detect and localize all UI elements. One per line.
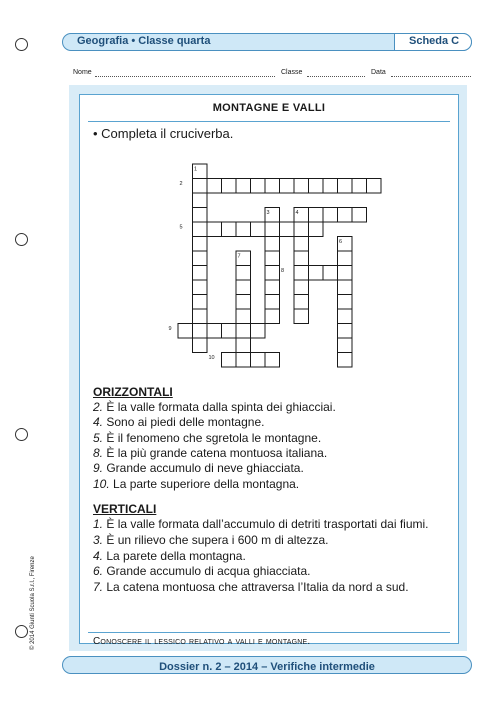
crossword-cell[interactable]	[236, 266, 251, 281]
clue-v3	[93, 533, 328, 547]
date-label: Data	[371, 69, 386, 76]
crossword-cell[interactable]	[323, 266, 338, 281]
crossword-cell[interactable]	[193, 295, 208, 310]
crossword-cell[interactable]	[265, 179, 280, 194]
crossword-cell[interactable]	[193, 179, 208, 194]
crossword-cell[interactable]	[309, 266, 324, 281]
crossword-number: 8	[281, 268, 285, 274]
crossword-cell[interactable]	[193, 309, 208, 324]
crossword-cell[interactable]	[280, 179, 295, 194]
crossword-number: 10	[208, 355, 215, 361]
clue-text: È la valle formata dall’accumulo di detriti trasportati dai fiumi.	[103, 517, 429, 531]
clue-num: 4.	[93, 415, 104, 429]
crossword-number: 4	[295, 210, 299, 216]
crossword-cell[interactable]	[309, 222, 324, 237]
crossword-cell[interactable]	[251, 222, 266, 237]
clue-text: È la valle formata dalla spinta dei ghiacciai.	[103, 400, 336, 414]
crossword-cell[interactable]	[236, 353, 251, 368]
crossword-cell[interactable]	[338, 353, 353, 368]
crossword-cell[interactable]	[207, 324, 222, 339]
crossword-cell[interactable]	[265, 353, 280, 368]
crossword-cell[interactable]	[193, 251, 208, 266]
crossword-cell[interactable]	[236, 324, 251, 339]
crossword-cell[interactable]	[251, 324, 266, 339]
dossier-label: Dossier n. 2 – 2014 – Verifiche intermedie	[159, 661, 375, 673]
clue-v7	[93, 580, 409, 594]
crossword-cell[interactable]	[294, 295, 309, 310]
crossword-cell[interactable]	[265, 280, 280, 295]
clue-num: 10.	[93, 477, 110, 491]
crossword-cell[interactable]	[338, 266, 353, 281]
clue-text: Grande accumulo di neve ghiacciata.	[103, 461, 304, 475]
clue-text: È un rilievo che supera i 600 m di altezza.	[103, 533, 329, 547]
content-panel	[69, 85, 467, 651]
name-label: Nome	[73, 69, 92, 76]
clue-v1	[93, 517, 429, 531]
clue-num: 6.	[93, 564, 104, 578]
binder-hole-4	[15, 625, 28, 638]
horizontal-heading: ORIZZONTALI	[93, 385, 173, 399]
crossword-cell[interactable]	[294, 251, 309, 266]
worksheet-title: MONTAGNE E VALLI	[212, 102, 326, 114]
copyright-note: © 2014 Giunti Scuola S.r.l., Firenze	[30, 556, 36, 650]
crossword-cell[interactable]	[193, 324, 208, 339]
sheet-tab	[394, 33, 472, 51]
clue-num: 8.	[93, 446, 104, 460]
clue-num: 1.	[93, 517, 104, 531]
crossword-cell[interactable]	[323, 208, 338, 223]
objective-divider	[88, 632, 450, 633]
crossword-number: 6	[339, 239, 343, 245]
worksheet-box	[79, 94, 459, 647]
crossword-number: 5	[179, 224, 183, 231]
clue-h4	[93, 415, 264, 429]
crossword-cell[interactable]	[309, 179, 324, 194]
crossword-cell[interactable]	[338, 295, 353, 310]
clue-h5	[93, 431, 321, 445]
footer-bar	[62, 656, 472, 674]
crossword-cell[interactable]	[236, 338, 251, 353]
header-bar	[62, 33, 472, 51]
crossword-cell[interactable]	[236, 280, 251, 295]
crossword-cell[interactable]	[280, 222, 295, 237]
crossword-cell[interactable]	[193, 280, 208, 295]
crossword-cell[interactable]	[338, 208, 353, 223]
clue-text: Sono ai piedi delle montagne.	[103, 415, 265, 429]
crossword-cell[interactable]	[338, 324, 353, 339]
crossword-cell[interactable]	[265, 222, 280, 237]
crossword-cell[interactable]	[367, 179, 382, 194]
clue-num: 4.	[93, 549, 104, 563]
crossword-cell[interactable]	[236, 295, 251, 310]
crossword-cell[interactable]	[193, 237, 208, 252]
crossword-cell[interactable]	[251, 353, 266, 368]
crossword-cell[interactable]	[338, 309, 353, 324]
subject-label: Geografia • Classe quarta	[77, 35, 211, 47]
clue-text: La parete della montagna.	[103, 549, 246, 563]
clue-text: La catena montuosa che attraversa l’Italia da nord a sud.	[103, 580, 409, 594]
sheet-label: Scheda C	[409, 35, 460, 47]
crossword-cell[interactable]	[178, 324, 193, 339]
crossword-number: 7	[237, 253, 241, 260]
crossword-cell[interactable]	[265, 266, 280, 281]
clue-h9	[93, 461, 304, 475]
clue-num: 7.	[93, 580, 104, 594]
crossword-cell[interactable]	[222, 222, 237, 237]
clue-num: 2.	[93, 400, 104, 414]
crossword-cell[interactable]	[222, 324, 237, 339]
crossword-cell[interactable]	[309, 208, 324, 223]
vertical-heading: VERTICALI	[93, 502, 157, 516]
crossword-cell[interactable]	[294, 309, 309, 324]
crossword-cell[interactable]	[338, 338, 353, 353]
crossword-cell[interactable]	[265, 295, 280, 310]
crossword-cell[interactable]	[294, 237, 309, 252]
clue-num: 9.	[93, 461, 104, 475]
crossword-cell[interactable]	[352, 179, 367, 194]
crossword-cell[interactable]	[193, 338, 208, 353]
crossword-cell[interactable]	[294, 179, 309, 194]
clue-text: È il fenomeno che sgretola le montagne.	[103, 431, 322, 445]
crossword-number: 9	[168, 326, 172, 332]
crossword-cell[interactable]	[236, 179, 251, 194]
crossword-cell[interactable]	[338, 280, 353, 295]
crossword-number: 2	[179, 181, 183, 187]
crossword-cell[interactable]	[193, 266, 208, 281]
binder-hole-2	[15, 233, 28, 246]
crossword-cell[interactable]	[207, 222, 222, 237]
clue-h8	[93, 446, 327, 460]
clue-h10	[93, 477, 299, 491]
crossword-cell[interactable]	[294, 222, 309, 237]
date-line[interactable]	[391, 76, 471, 77]
crossword-number: 3	[266, 210, 270, 216]
clue-v4	[93, 549, 246, 563]
crossword-cell[interactable]	[265, 237, 280, 252]
crossword-cell[interactable]	[222, 353, 237, 368]
crossword-cell[interactable]	[294, 266, 309, 281]
crossword-cell[interactable]	[236, 222, 251, 237]
class-line[interactable]	[307, 76, 365, 77]
crossword-cell[interactable]	[338, 179, 353, 194]
name-line[interactable]	[95, 76, 275, 77]
clue-text: Grande accumulo di acqua ghiacciata.	[103, 564, 311, 578]
crossword-cell[interactable]	[251, 179, 266, 194]
clue-num: 3.	[93, 533, 104, 547]
crossword-cell[interactable]	[294, 280, 309, 295]
crossword-cell[interactable]	[265, 309, 280, 324]
crossword-cell[interactable]	[193, 208, 208, 223]
crossword-cell[interactable]	[338, 251, 353, 266]
crossword-cell[interactable]	[323, 179, 338, 194]
crossword-cell[interactable]	[352, 208, 367, 223]
crossword-cell[interactable]	[193, 222, 208, 237]
crossword-cell[interactable]	[265, 251, 280, 266]
crossword-cell[interactable]	[222, 179, 237, 194]
instruction: • Completa il cruciverba.	[93, 126, 234, 141]
crossword-cell[interactable]	[207, 179, 222, 194]
learning-objective: Conoscere il lessico relativo a valli e montagne.	[93, 636, 311, 647]
clue-text: La parte superiore della montagna.	[109, 477, 300, 491]
student-fields	[73, 69, 473, 81]
crossword-cell[interactable]	[236, 309, 251, 324]
crossword-cell[interactable]	[193, 193, 208, 208]
clue-num: 5.	[93, 431, 104, 445]
class-label: Classe	[281, 69, 303, 76]
binder-hole-3	[15, 428, 28, 441]
crossword-number: 1	[194, 166, 198, 173]
clue-v6	[93, 564, 310, 578]
clue-h2	[93, 400, 336, 414]
binder-hole-1	[15, 38, 28, 51]
clue-text: È la più grande catena montuosa italiana.	[103, 446, 328, 460]
